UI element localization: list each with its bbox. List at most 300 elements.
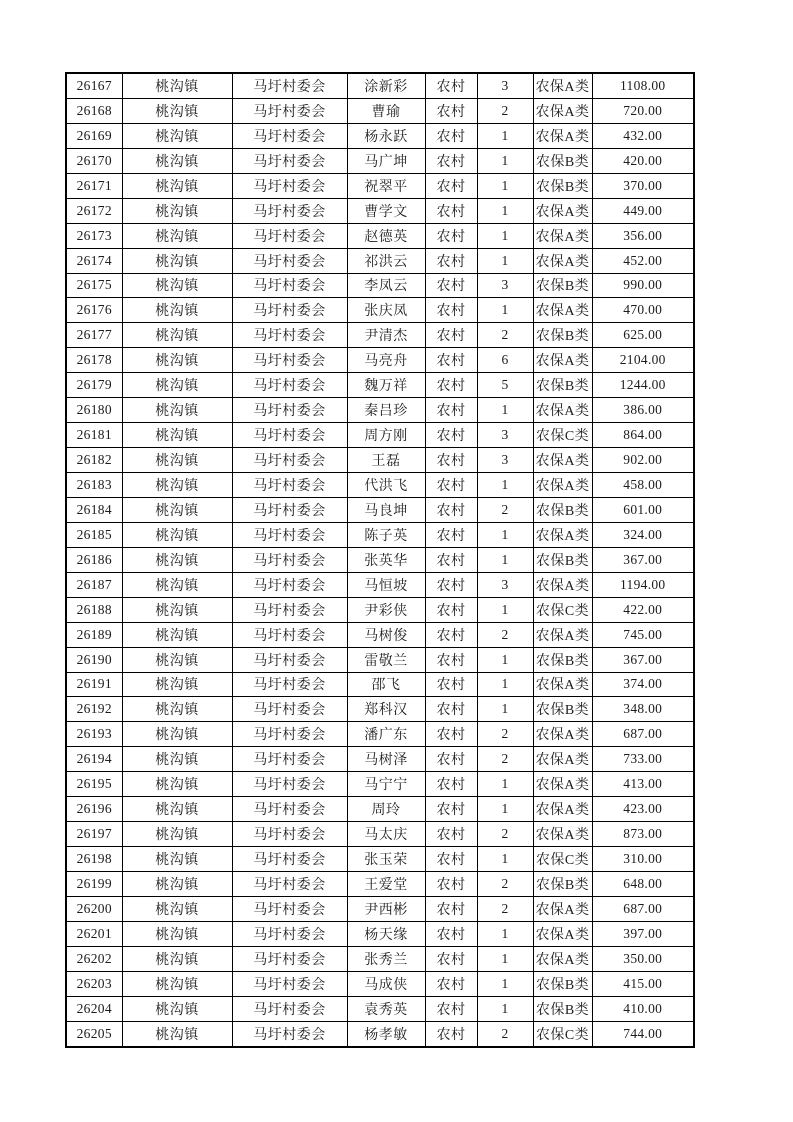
count-cell: 1 — [477, 946, 533, 971]
amount-cell: 458.00 — [592, 473, 694, 498]
serial-cell: 26167 — [66, 73, 122, 98]
name-cell: 王磊 — [347, 448, 425, 473]
amount-cell: 648.00 — [592, 872, 694, 897]
town-cell: 桃沟镇 — [122, 248, 232, 273]
insurance-type-cell: 农保C类 — [533, 847, 592, 872]
name-cell: 张玉荣 — [347, 847, 425, 872]
village-cell: 马圩村委会 — [232, 747, 347, 772]
amount-cell: 449.00 — [592, 198, 694, 223]
category-cell: 农村 — [425, 273, 477, 298]
category-cell: 农村 — [425, 148, 477, 173]
count-cell: 1 — [477, 173, 533, 198]
town-cell: 桃沟镇 — [122, 647, 232, 672]
insurance-type-cell: 农保A类 — [533, 572, 592, 597]
village-cell: 马圩村委会 — [232, 73, 347, 98]
village-cell: 马圩村委会 — [232, 497, 347, 522]
category-cell: 农村 — [425, 672, 477, 697]
count-cell: 3 — [477, 572, 533, 597]
amount-cell: 720.00 — [592, 98, 694, 123]
insurance-type-cell: 农保A类 — [533, 123, 592, 148]
town-cell: 桃沟镇 — [122, 572, 232, 597]
serial-cell: 26198 — [66, 847, 122, 872]
table-row — [66, 348, 694, 373]
table-row — [66, 1021, 694, 1046]
insurance-type-cell: 农保A类 — [533, 896, 592, 921]
amount-cell: 1244.00 — [592, 373, 694, 398]
town-cell: 桃沟镇 — [122, 946, 232, 971]
category-cell: 农村 — [425, 822, 477, 847]
serial-cell: 26190 — [66, 647, 122, 672]
town-cell: 桃沟镇 — [122, 672, 232, 697]
village-cell: 马圩村委会 — [232, 273, 347, 298]
amount-cell: 410.00 — [592, 996, 694, 1021]
name-cell: 曹学文 — [347, 198, 425, 223]
table-row — [66, 572, 694, 597]
category-cell: 农村 — [425, 697, 477, 722]
category-cell: 农村 — [425, 622, 477, 647]
town-cell: 桃沟镇 — [122, 198, 232, 223]
insurance-type-cell: 农保B类 — [533, 647, 592, 672]
insurance-type-cell: 农保A类 — [533, 73, 592, 98]
name-cell: 秦吕珍 — [347, 398, 425, 423]
village-cell: 马圩村委会 — [232, 597, 347, 622]
insurance-type-cell: 农保B类 — [533, 148, 592, 173]
name-cell: 涂新彩 — [347, 73, 425, 98]
count-cell: 1 — [477, 473, 533, 498]
table-row — [66, 522, 694, 547]
category-cell: 农村 — [425, 473, 477, 498]
town-cell: 桃沟镇 — [122, 697, 232, 722]
table-row — [66, 597, 694, 622]
count-cell: 1 — [477, 223, 533, 248]
amount-cell: 744.00 — [592, 1021, 694, 1046]
table-row — [66, 423, 694, 448]
village-cell: 马圩村委会 — [232, 672, 347, 697]
serial-cell: 26173 — [66, 223, 122, 248]
serial-cell: 26168 — [66, 98, 122, 123]
table-row — [66, 946, 694, 971]
category-cell: 农村 — [425, 98, 477, 123]
table-row — [66, 971, 694, 996]
category-cell: 农村 — [425, 1021, 477, 1046]
town-cell: 桃沟镇 — [122, 148, 232, 173]
village-cell: 马圩村委会 — [232, 398, 347, 423]
table-row — [66, 123, 694, 148]
insurance-type-cell: 农保A类 — [533, 248, 592, 273]
category-cell: 农村 — [425, 73, 477, 98]
table-row — [66, 996, 694, 1021]
insurance-type-cell: 农保A类 — [533, 946, 592, 971]
village-cell: 马圩村委会 — [232, 223, 347, 248]
amount-cell: 415.00 — [592, 971, 694, 996]
village-cell: 马圩村委会 — [232, 1021, 347, 1046]
serial-cell: 26192 — [66, 697, 122, 722]
insurance-type-cell: 农保A类 — [533, 522, 592, 547]
category-cell: 农村 — [425, 647, 477, 672]
category-cell: 农村 — [425, 423, 477, 448]
insurance-type-cell: 农保B类 — [533, 872, 592, 897]
insurance-type-cell: 农保B类 — [533, 497, 592, 522]
count-cell: 2 — [477, 1021, 533, 1046]
name-cell: 马良坤 — [347, 497, 425, 522]
serial-cell: 26188 — [66, 597, 122, 622]
serial-cell: 26201 — [66, 921, 122, 946]
amount-cell: 420.00 — [592, 148, 694, 173]
name-cell: 马宁宁 — [347, 772, 425, 797]
name-cell: 袁秀英 — [347, 996, 425, 1021]
name-cell: 祝翠平 — [347, 173, 425, 198]
count-cell: 1 — [477, 971, 533, 996]
insurance-type-cell: 农保C类 — [533, 1021, 592, 1046]
amount-cell: 864.00 — [592, 423, 694, 448]
insurance-type-cell: 农保A类 — [533, 672, 592, 697]
village-cell: 马圩村委会 — [232, 722, 347, 747]
name-cell: 周玲 — [347, 797, 425, 822]
insurance-type-cell: 农保A类 — [533, 722, 592, 747]
name-cell: 邵飞 — [347, 672, 425, 697]
count-cell: 2 — [477, 722, 533, 747]
count-cell: 6 — [477, 348, 533, 373]
count-cell: 3 — [477, 73, 533, 98]
name-cell: 杨天缘 — [347, 921, 425, 946]
village-cell: 马圩村委会 — [232, 423, 347, 448]
table-row — [66, 647, 694, 672]
name-cell: 潘广东 — [347, 722, 425, 747]
count-cell: 1 — [477, 996, 533, 1021]
town-cell: 桃沟镇 — [122, 547, 232, 572]
name-cell: 马太庆 — [347, 822, 425, 847]
insurance-type-cell: 农保A类 — [533, 772, 592, 797]
town-cell: 桃沟镇 — [122, 996, 232, 1021]
serial-cell: 26183 — [66, 473, 122, 498]
village-cell: 马圩村委会 — [232, 522, 347, 547]
table-row — [66, 248, 694, 273]
count-cell: 1 — [477, 298, 533, 323]
count-cell: 1 — [477, 522, 533, 547]
amount-cell: 625.00 — [592, 323, 694, 348]
table-row — [66, 398, 694, 423]
village-cell: 马圩村委会 — [232, 822, 347, 847]
serial-cell: 26200 — [66, 896, 122, 921]
serial-cell: 26170 — [66, 148, 122, 173]
insurance-type-cell: 农保A类 — [533, 98, 592, 123]
count-cell: 3 — [477, 273, 533, 298]
insurance-type-cell: 农保A类 — [533, 921, 592, 946]
village-cell: 马圩村委会 — [232, 198, 347, 223]
town-cell: 桃沟镇 — [122, 872, 232, 897]
town-cell: 桃沟镇 — [122, 98, 232, 123]
count-cell: 2 — [477, 497, 533, 522]
name-cell: 马树俊 — [347, 622, 425, 647]
town-cell: 桃沟镇 — [122, 348, 232, 373]
table-row — [66, 497, 694, 522]
insurance-type-cell: 农保A类 — [533, 348, 592, 373]
town-cell: 桃沟镇 — [122, 473, 232, 498]
serial-cell: 26191 — [66, 672, 122, 697]
amount-cell: 386.00 — [592, 398, 694, 423]
insurance-type-cell: 农保A类 — [533, 298, 592, 323]
category-cell: 农村 — [425, 123, 477, 148]
count-cell: 1 — [477, 123, 533, 148]
village-cell: 马圩村委会 — [232, 647, 347, 672]
table-row — [66, 872, 694, 897]
amount-cell: 1108.00 — [592, 73, 694, 98]
table-row — [66, 547, 694, 572]
count-cell: 2 — [477, 622, 533, 647]
serial-cell: 26185 — [66, 522, 122, 547]
category-cell: 农村 — [425, 872, 477, 897]
table-row — [66, 672, 694, 697]
count-cell: 5 — [477, 373, 533, 398]
insurance-type-cell: 农保B类 — [533, 323, 592, 348]
amount-cell: 348.00 — [592, 697, 694, 722]
town-cell: 桃沟镇 — [122, 423, 232, 448]
category-cell: 农村 — [425, 847, 477, 872]
name-cell: 曹瑜 — [347, 98, 425, 123]
count-cell: 1 — [477, 248, 533, 273]
town-cell: 桃沟镇 — [122, 173, 232, 198]
town-cell: 桃沟镇 — [122, 597, 232, 622]
table-row — [66, 323, 694, 348]
serial-cell: 26184 — [66, 497, 122, 522]
name-cell: 魏万祥 — [347, 373, 425, 398]
serial-cell: 26189 — [66, 622, 122, 647]
category-cell: 农村 — [425, 772, 477, 797]
village-cell: 马圩村委会 — [232, 473, 347, 498]
count-cell: 1 — [477, 672, 533, 697]
village-cell: 马圩村委会 — [232, 373, 347, 398]
table-row — [66, 73, 694, 98]
town-cell: 桃沟镇 — [122, 123, 232, 148]
table-row — [66, 98, 694, 123]
name-cell: 杨永跃 — [347, 123, 425, 148]
village-cell: 马圩村委会 — [232, 921, 347, 946]
name-cell: 周方刚 — [347, 423, 425, 448]
village-cell: 马圩村委会 — [232, 98, 347, 123]
town-cell: 桃沟镇 — [122, 797, 232, 822]
amount-cell: 432.00 — [592, 123, 694, 148]
name-cell: 马成侠 — [347, 971, 425, 996]
amount-cell: 422.00 — [592, 597, 694, 622]
table-row — [66, 722, 694, 747]
village-cell: 马圩村委会 — [232, 872, 347, 897]
count-cell: 1 — [477, 597, 533, 622]
category-cell: 农村 — [425, 572, 477, 597]
amount-cell: 370.00 — [592, 173, 694, 198]
town-cell: 桃沟镇 — [122, 622, 232, 647]
table-row — [66, 822, 694, 847]
category-cell: 农村 — [425, 946, 477, 971]
village-cell: 马圩村委会 — [232, 123, 347, 148]
category-cell: 农村 — [425, 996, 477, 1021]
name-cell: 赵德英 — [347, 223, 425, 248]
insurance-table-body — [66, 73, 694, 1047]
count-cell: 3 — [477, 423, 533, 448]
insurance-type-cell: 农保A类 — [533, 622, 592, 647]
category-cell: 农村 — [425, 797, 477, 822]
insurance-type-cell: 农保B类 — [533, 996, 592, 1021]
amount-cell: 367.00 — [592, 647, 694, 672]
category-cell: 农村 — [425, 547, 477, 572]
serial-cell: 26202 — [66, 946, 122, 971]
category-cell: 农村 — [425, 173, 477, 198]
village-cell: 马圩村委会 — [232, 348, 347, 373]
count-cell: 1 — [477, 921, 533, 946]
name-cell: 郑科汉 — [347, 697, 425, 722]
serial-cell: 26174 — [66, 248, 122, 273]
name-cell: 马广坤 — [347, 148, 425, 173]
serial-cell: 26199 — [66, 872, 122, 897]
table-row — [66, 921, 694, 946]
serial-cell: 26171 — [66, 173, 122, 198]
table-row — [66, 847, 694, 872]
town-cell: 桃沟镇 — [122, 772, 232, 797]
serial-cell: 26182 — [66, 448, 122, 473]
count-cell: 2 — [477, 872, 533, 897]
insurance-type-cell: 农保B类 — [533, 971, 592, 996]
insurance-type-cell: 农保B类 — [533, 697, 592, 722]
village-cell: 马圩村委会 — [232, 772, 347, 797]
category-cell: 农村 — [425, 398, 477, 423]
insurance-type-cell: 农保B类 — [533, 173, 592, 198]
category-cell: 农村 — [425, 223, 477, 248]
town-cell: 桃沟镇 — [122, 921, 232, 946]
name-cell: 尹西彬 — [347, 896, 425, 921]
town-cell: 桃沟镇 — [122, 323, 232, 348]
count-cell: 2 — [477, 747, 533, 772]
village-cell: 马圩村委会 — [232, 996, 347, 1021]
amount-cell: 374.00 — [592, 672, 694, 697]
table-row — [66, 273, 694, 298]
serial-cell: 26204 — [66, 996, 122, 1021]
count-cell: 2 — [477, 323, 533, 348]
amount-cell: 687.00 — [592, 896, 694, 921]
category-cell: 农村 — [425, 348, 477, 373]
name-cell: 杨孝敏 — [347, 1021, 425, 1046]
amount-cell: 2104.00 — [592, 348, 694, 373]
amount-cell: 350.00 — [592, 946, 694, 971]
serial-cell: 26179 — [66, 373, 122, 398]
name-cell: 张秀兰 — [347, 946, 425, 971]
name-cell: 李凤云 — [347, 273, 425, 298]
name-cell: 雷敬兰 — [347, 647, 425, 672]
town-cell: 桃沟镇 — [122, 971, 232, 996]
name-cell: 张英华 — [347, 547, 425, 572]
count-cell: 1 — [477, 398, 533, 423]
count-cell: 2 — [477, 98, 533, 123]
town-cell: 桃沟镇 — [122, 1021, 232, 1046]
category-cell: 农村 — [425, 198, 477, 223]
category-cell: 农村 — [425, 896, 477, 921]
table-row — [66, 223, 694, 248]
amount-cell: 470.00 — [592, 298, 694, 323]
village-cell: 马圩村委会 — [232, 946, 347, 971]
town-cell: 桃沟镇 — [122, 822, 232, 847]
count-cell: 1 — [477, 198, 533, 223]
amount-cell: 687.00 — [592, 722, 694, 747]
table-row — [66, 298, 694, 323]
town-cell: 桃沟镇 — [122, 223, 232, 248]
insurance-type-cell: 农保A类 — [533, 747, 592, 772]
town-cell: 桃沟镇 — [122, 896, 232, 921]
town-cell: 桃沟镇 — [122, 747, 232, 772]
town-cell: 桃沟镇 — [122, 298, 232, 323]
count-cell: 1 — [477, 148, 533, 173]
serial-cell: 26187 — [66, 572, 122, 597]
table-row — [66, 622, 694, 647]
category-cell: 农村 — [425, 373, 477, 398]
village-cell: 马圩村委会 — [232, 547, 347, 572]
category-cell: 农村 — [425, 448, 477, 473]
serial-cell: 26180 — [66, 398, 122, 423]
insurance-type-cell: 农保A类 — [533, 398, 592, 423]
insurance-type-cell: 农保A类 — [533, 223, 592, 248]
category-cell: 农村 — [425, 522, 477, 547]
category-cell: 农村 — [425, 747, 477, 772]
village-cell: 马圩村委会 — [232, 697, 347, 722]
town-cell: 桃沟镇 — [122, 273, 232, 298]
amount-cell: 423.00 — [592, 797, 694, 822]
name-cell: 尹彩侠 — [347, 597, 425, 622]
table-row — [66, 473, 694, 498]
serial-cell: 26196 — [66, 797, 122, 822]
category-cell: 农村 — [425, 722, 477, 747]
serial-cell: 26176 — [66, 298, 122, 323]
town-cell: 桃沟镇 — [122, 398, 232, 423]
table-row — [66, 198, 694, 223]
amount-cell: 413.00 — [592, 772, 694, 797]
amount-cell: 324.00 — [592, 522, 694, 547]
village-cell: 马圩村委会 — [232, 298, 347, 323]
count-cell: 2 — [477, 822, 533, 847]
table-row — [66, 697, 694, 722]
amount-cell: 745.00 — [592, 622, 694, 647]
name-cell: 祁洪云 — [347, 248, 425, 273]
town-cell: 桃沟镇 — [122, 73, 232, 98]
name-cell: 陈子英 — [347, 522, 425, 547]
amount-cell: 310.00 — [592, 847, 694, 872]
table-row — [66, 896, 694, 921]
serial-cell: 26193 — [66, 722, 122, 747]
table-row — [66, 797, 694, 822]
village-cell: 马圩村委会 — [232, 971, 347, 996]
serial-cell: 26203 — [66, 971, 122, 996]
village-cell: 马圩村委会 — [232, 173, 347, 198]
town-cell: 桃沟镇 — [122, 722, 232, 747]
amount-cell: 902.00 — [592, 448, 694, 473]
table-row — [66, 373, 694, 398]
name-cell: 王爱堂 — [347, 872, 425, 897]
category-cell: 农村 — [425, 298, 477, 323]
serial-cell: 26181 — [66, 423, 122, 448]
town-cell: 桃沟镇 — [122, 497, 232, 522]
insurance-type-cell: 农保C类 — [533, 597, 592, 622]
serial-cell: 26195 — [66, 772, 122, 797]
insurance-type-cell: 农保A类 — [533, 198, 592, 223]
town-cell: 桃沟镇 — [122, 522, 232, 547]
amount-cell: 601.00 — [592, 497, 694, 522]
amount-cell: 873.00 — [592, 822, 694, 847]
insurance-type-cell: 农保B类 — [533, 273, 592, 298]
category-cell: 农村 — [425, 323, 477, 348]
amount-cell: 1194.00 — [592, 572, 694, 597]
table-row — [66, 448, 694, 473]
amount-cell: 356.00 — [592, 223, 694, 248]
count-cell: 1 — [477, 647, 533, 672]
category-cell: 农村 — [425, 971, 477, 996]
town-cell: 桃沟镇 — [122, 448, 232, 473]
village-cell: 马圩村委会 — [232, 896, 347, 921]
